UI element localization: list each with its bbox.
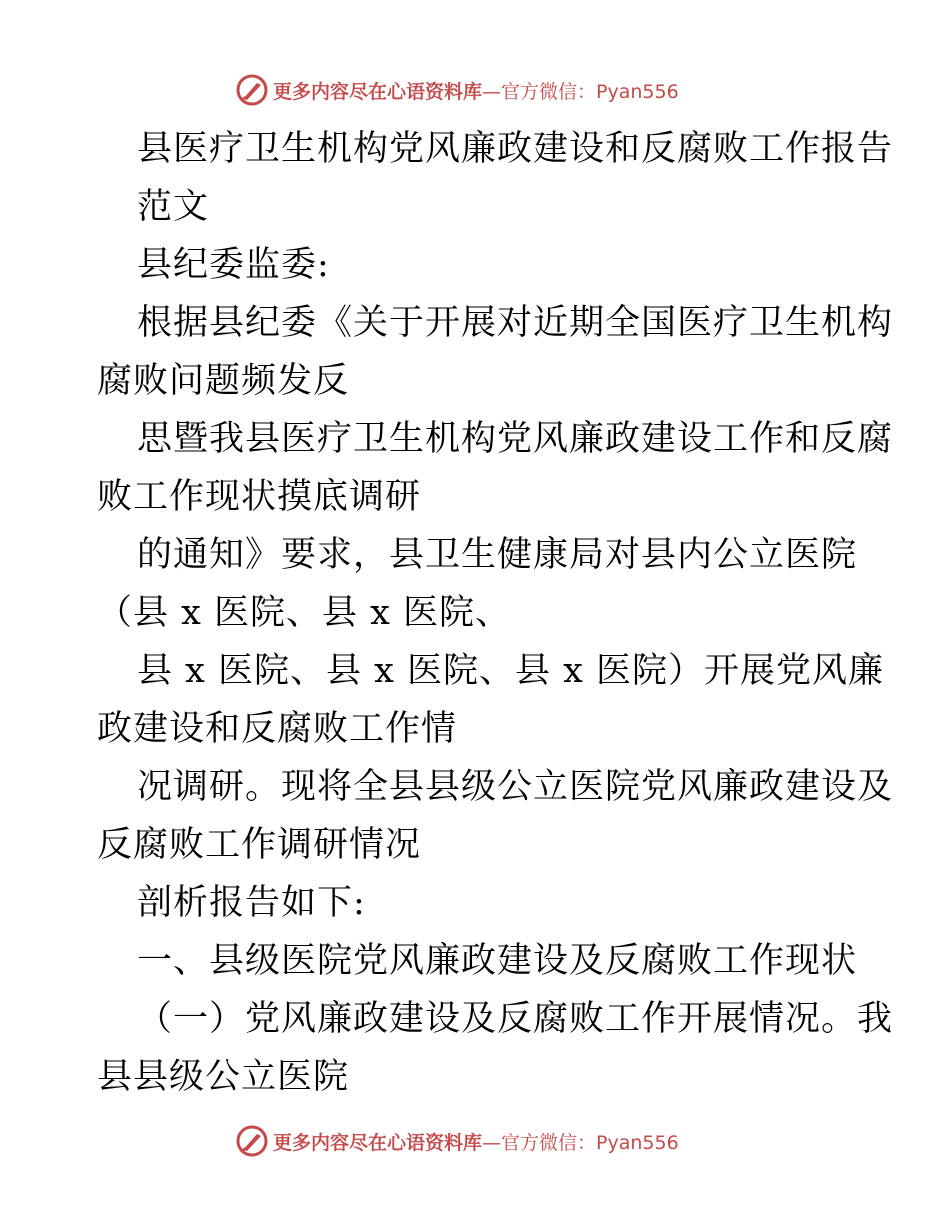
- watermark-contact: 官方微信：Pyan556: [501, 1131, 679, 1154]
- watermark-brand: 更多内容尽在心语资料库: [273, 1131, 483, 1154]
- doc-paragraph-line: 根据县纪委《关于开展对近期全国医疗卫生机构: [137, 303, 894, 343]
- doc-paragraph-line: 思暨我县医疗卫生机构党风廉政建设工作和反腐: [137, 419, 894, 459]
- watermark-separator: —: [482, 1131, 502, 1154]
- quill-logo-icon: [235, 1124, 269, 1158]
- doc-paragraph-line: 政建设和反腐败工作情: [97, 709, 458, 749]
- watermark-text: [273, 1128, 679, 1155]
- doc-salutation: 县纪委监委:: [137, 245, 330, 285]
- watermark-text: [273, 77, 679, 104]
- footer-watermark: [235, 1124, 679, 1158]
- watermark-brand: 更多内容尽在心语资料库: [273, 80, 483, 103]
- doc-paragraph-line: 县县级公立医院: [97, 1057, 350, 1097]
- doc-paragraph-line: 败工作现状摸底调研: [97, 477, 422, 517]
- doc-paragraph-line: 腐败问题频发反: [97, 361, 350, 401]
- doc-subsection-line: （一）党风廉政建设及反腐败工作开展情况。我: [137, 999, 894, 1039]
- doc-paragraph-line: 剖析报告如下:: [137, 883, 366, 923]
- doc-paragraph-line: 的通知》要求，县卫生健康局对县内公立医院: [137, 535, 858, 575]
- doc-paragraph-line: 况调研。现将全县县级公立医院党风廉政建设及: [137, 767, 894, 807]
- watermark-separator: —: [482, 80, 502, 103]
- document-body: [97, 120, 894, 1106]
- doc-section-heading: 一、县级医院党风廉政建设及反腐败工作现状: [137, 941, 858, 981]
- doc-paragraph-line: 县 x 医院、县 x 医院、县 x 医院）开展党风廉: [137, 651, 884, 691]
- header-watermark: [235, 73, 679, 107]
- watermark-contact: 官方微信：Pyan556: [501, 80, 679, 103]
- quill-logo-icon: [235, 73, 269, 107]
- doc-title-line-1: 县医疗卫生机构党风廉政建设和反腐败工作报告: [137, 129, 894, 169]
- doc-paragraph-line: 反腐败工作调研情况: [97, 825, 422, 865]
- doc-paragraph-line: （县 x 医院、县 x 医院、: [97, 593, 511, 633]
- doc-title-line-2: 范文: [137, 187, 210, 227]
